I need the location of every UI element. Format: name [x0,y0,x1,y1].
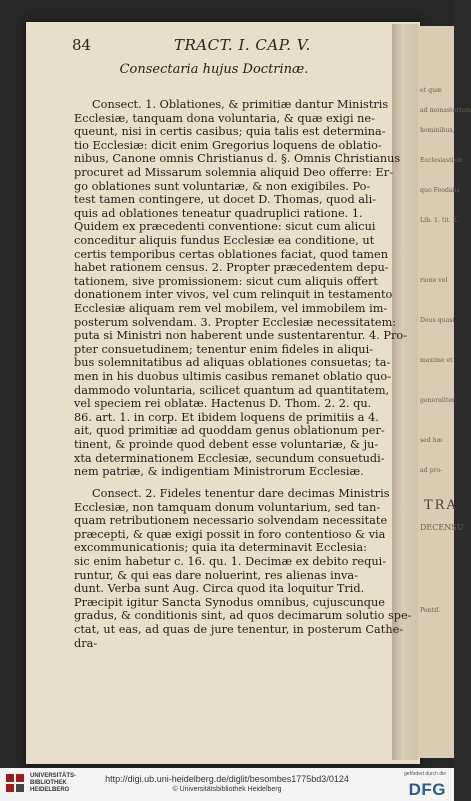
next-page-fragment: sed hæ [420,437,443,444]
next-page-fragment: Deus quasi [420,317,455,324]
text-line: bus solemnitatibus ad aliquas oblationes consuetas; ta- [74,356,391,370]
text-line: nibus, Canone omnis Christianus d. §. Omnis Christianus [74,152,401,166]
funder-caption: gefördert durch die [404,771,446,777]
text-line: Consect. 2. Fideles tenentur dare decimas Ministris [92,486,390,500]
text-line: procuret ad Missarum solemnia aliquid Deo offerre: Er- [74,166,394,179]
text-line: go oblationes sunt voluntariæ, & non exigibiles. Po- [74,179,371,193]
next-page-fragment: Lib. 1. tit. 2. [420,217,459,224]
viewer-footer [0,768,454,801]
permalink[interactable]: http://digi.ub.uni-heidelberg.de/diglit/besombes1775bd3/0124 [105,774,349,784]
text-line: Consect. 1. Oblationes, & primitiæ dantur Ministris [92,98,389,111]
text-line: ctat, ut eas, ad quas de jure tenentur, in posterum Cathe- [74,622,404,636]
next-page-heading: TRA [424,498,458,513]
text-line: habet rationem census. 2. Propter præcedentem depu- [74,261,389,275]
text-line: tinent, & proinde quod debent esse voluntariæ, & ju- [74,438,379,451]
text-line: test tamen contingere, ut docet D. Thomas, quod ali- [74,193,377,207]
text-line: dra- [74,636,98,650]
text-line: 86. art. 1. in corp. Et ibidem loquens de primitiis a 4. [74,410,379,424]
text-line: Quidem ex præcedenti conventione: sicut cum alicui [74,220,376,234]
running-title: TRACT. I. CAP. V. [174,36,311,54]
text-line: Ecclesiæ, tanquam dona voluntaria, & quæ exigi ne- [74,111,375,125]
page-number: 84 [72,36,92,54]
next-page-fragment: et quæ [420,87,442,94]
text-line: præcepti, & quæ exigi possit in foro contentioso & via [74,527,386,541]
text-line: tio Ecclesiæ: dicit enim Gregorius loquens de oblatio- [74,138,382,152]
section-title: Consectaria hujus Doctrinæ. [119,62,309,77]
next-page-fragment: ad monasterium [420,107,471,114]
next-page-subheading: DECENSU [420,523,464,532]
next-page-fragment: rione vel [420,277,448,284]
next-page-fragment: ad pro- [420,467,443,474]
dfg-logo: DFG [408,780,446,799]
next-page-fragment: Ecclesiasticæ [420,157,463,164]
text-line: vel speciem rei oblatæ. Hactenus D. Thom. 2. 2. qu. [74,397,372,411]
text-line: dunt. Verba sunt Aug. Circa quod ita loquitur Trid. [74,582,365,596]
text-line: certis temporibus certas oblationes faciat, quod tamen [74,247,388,261]
text-line: quam retributionem necessario solvendam necessitate [74,514,388,528]
text-line: conceditur aliquis fundus Ecclesiæ ea conditione, ut [74,234,375,247]
running-head [44,36,384,58]
text-line: xta determinationem Ecclesiæ, secundum consuetudi- [74,451,385,465]
text-line: pter consuetudinem; tenentur enim fideles in aliqui- [74,342,374,356]
text-line: runtur, & qui eas dare noluerint, res alienas inva- [74,568,358,582]
next-page-fragment: quo Feodalis [420,187,460,194]
text-line: posterum solvendam. 3. Propter Ecclesiæ necessitatem: [74,315,397,329]
text-line: tationem, sive promissionem: sicut cum aliquis offert [74,274,378,288]
text-line: nem patriæ, & indigentiam Ministrorum Ecclesiæ. [74,465,364,479]
text-line: ait, quod primitiæ ad quoddam genus oblationum per- [74,424,385,438]
library-name: UNIVERSITÄTS- BIBLIOTHEK HEIDELBERG [30,773,77,793]
adjacent-page-fragment [418,26,471,758]
next-page-fragment: maxime et [420,357,453,364]
text-line: quis ad oblationes teneatur quadruplici ratione. 1. [74,206,363,220]
text-line: gradus, & conditionis sint, ad quos decimarum solutio spe- [74,609,412,623]
next-page-fragment: hominibus, [420,127,455,134]
text-line: dammodo voluntaria, scilicet quantum ad quantitatem, [74,383,390,397]
text-line: queunt, nisi in certis casibus; quia talis est determina- [74,125,386,139]
text-line: men in his duobus ultimis casibus remanet oblatio quo- [74,370,392,383]
text-line: sic enim habetur c. 16. qu. 1. Decimæ ex debito requi- [74,554,387,568]
next-page-fragment: generaliter. [420,397,457,404]
next-page-fragment: Pontif. [420,607,441,614]
copyright-notice: © Universitätsbibliothek Heidelberg [172,786,282,793]
text-line: Præcipit igitur Sancta Synodus omnibus, cujuscunque [74,595,385,609]
text-line: Ecclesiæ, non tamquam donum voluntarium, sed tan- [74,500,381,514]
text-line: Ecclesiæ aliquam rem vel mobilem, vel immobilem im- [74,302,388,315]
text-line: excommunicationis; quia ita determinavit Ecclesia: [74,541,367,555]
text-line: donationem inter vivos, vel cum relinquit in testamento [74,288,393,302]
text-line: puta si Ministri non haberent unde sustentarentur. 4. Pro- [74,329,407,343]
